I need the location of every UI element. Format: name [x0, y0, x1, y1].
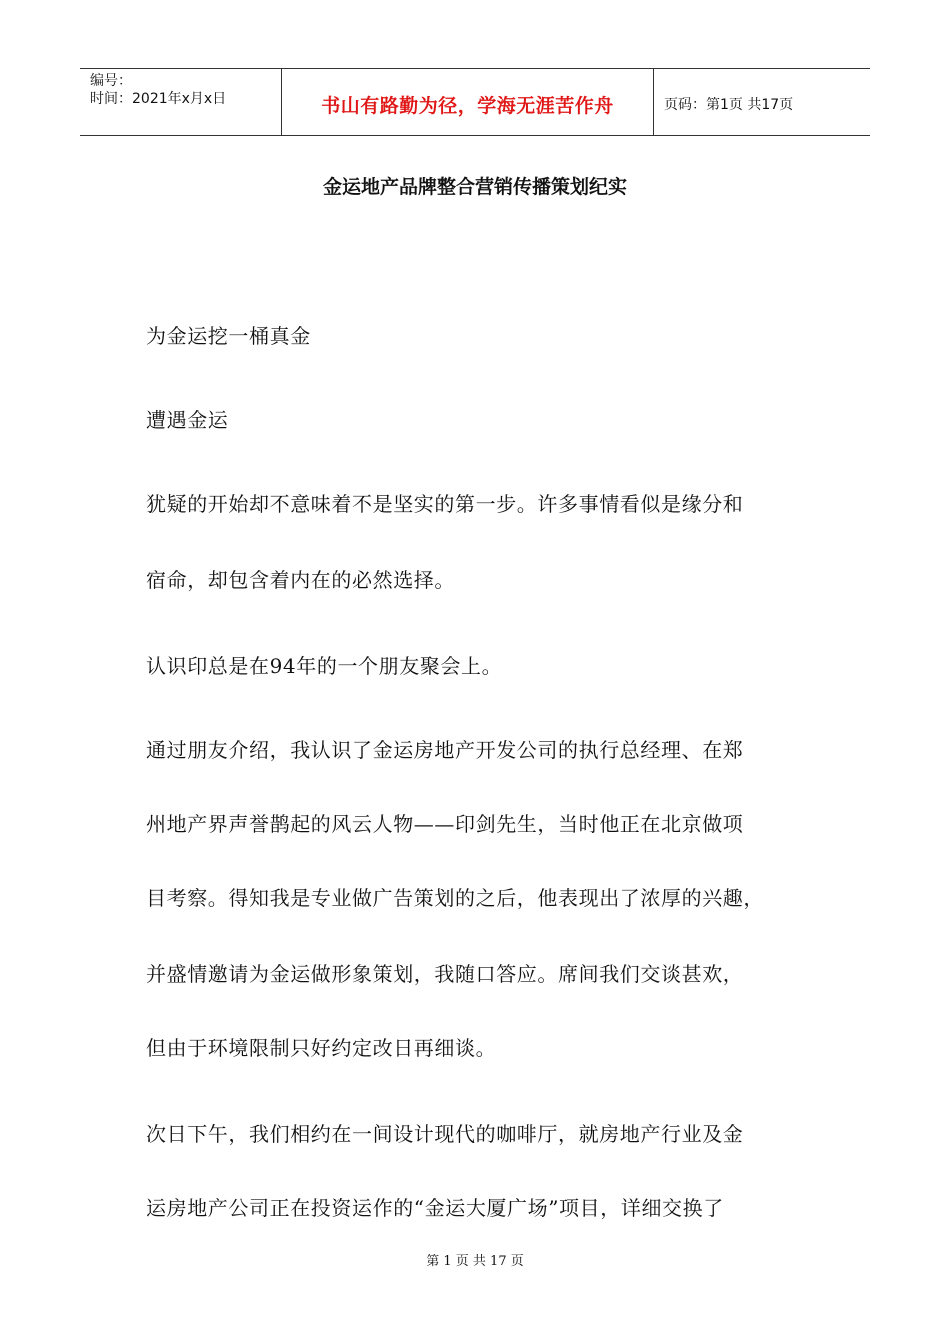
header-motto: 书山有路勤为径，学海无涯苦作舟: [282, 69, 654, 135]
body-line: 运房地产公司正在投资运作的“金运大厦广场”项目，详细交换了: [146, 1196, 724, 1220]
page-footer: 第 1 页 共 17 页: [426, 1254, 524, 1269]
body-line: 为金运挖一桶真金: [146, 324, 311, 348]
document-title: 金运地产品牌整合营销传播策划纪实: [322, 176, 627, 198]
header-meta: [80, 69, 282, 135]
page-header: [80, 68, 870, 136]
body-line: 宿命，却包含着内在的必然选择。: [146, 568, 455, 592]
body-line: 遭遇金运: [146, 408, 229, 432]
body-line: 通过朋友介绍，我认识了金运房地产开发公司的执行总经理、在郑: [146, 738, 744, 762]
body-line: 犹疑的开始却不意味着不是坚实的第一步。许多事情看似是缘分和: [146, 492, 744, 516]
body-line: 州地产界声誉鹊起的风云人物——印剑先生，当时他正在北京做项: [146, 812, 744, 836]
number-label: 编号：: [90, 73, 132, 89]
body-line: 但由于环境限制只好约定改日再细谈。: [146, 1036, 497, 1060]
body-line: 目考察。得知我是专业做广告策划的之后，他表现出了浓厚的兴趣，: [146, 886, 764, 910]
body-line: 次日下午，我们相约在一间设计现代的咖啡厅，就房地产行业及金: [146, 1122, 744, 1146]
body-line: 认识印总是在94年的一个朋友聚会上。: [146, 654, 503, 678]
header-page-info: 页码：第1页 共17页: [664, 97, 794, 113]
time-label: 时间：2021年x月x日: [90, 91, 227, 107]
body-line: 并盛情邀请为金运做形象策划，我随口答应。席间我们交谈甚欢，: [146, 962, 744, 986]
